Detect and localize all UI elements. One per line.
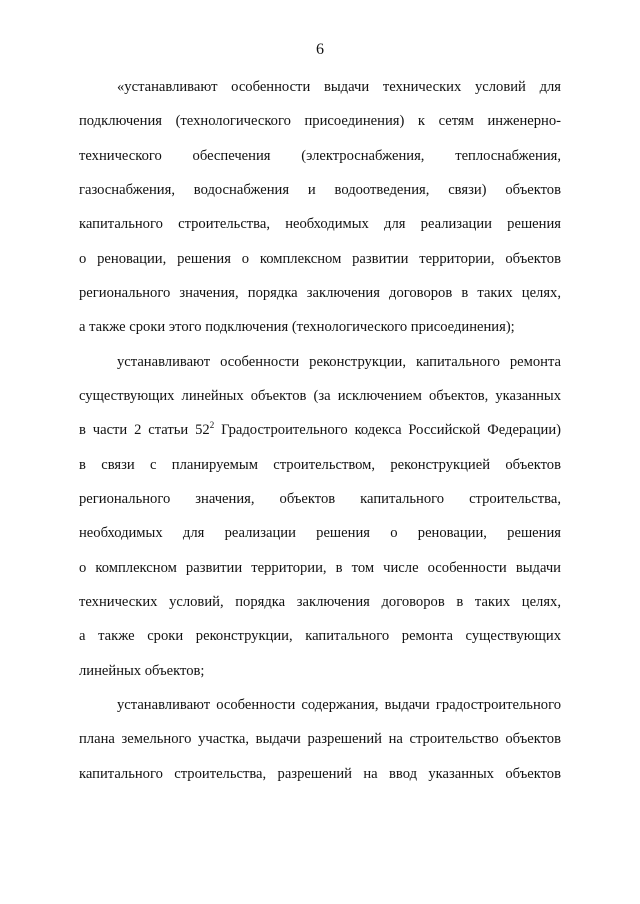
- text-segment: Градостроительного кодекса Российской Федерации): [214, 422, 561, 438]
- text-line: в связи с планируемым строительством, реконструкцией объектов: [79, 457, 561, 473]
- text-line: «устанавливают особенности выдачи технических условий для: [117, 79, 561, 95]
- text-line: а также сроки этого подключения (технологического присоединения);: [79, 319, 515, 335]
- text-line: существующих линейных объектов (за исключением объектов, указанных: [79, 388, 561, 404]
- text-line: [79, 420, 561, 440]
- text-line: плана земельного участка, выдачи разрешений на строительство объектов: [79, 731, 561, 747]
- text-line: о реновации, решения о комплексном развитии территории, объектов: [79, 251, 561, 267]
- text-line: необходимых для реализации решения о реновации, решения: [79, 525, 561, 541]
- text-line: подключения (технологического присоединения) к сетям инженерно-: [79, 113, 561, 129]
- text-line: капитального строительства, разрешений на ввод указанных объектов: [79, 766, 561, 782]
- text-line: линейных объектов;: [79, 663, 205, 679]
- text-segment: в части 2 статьи 52: [79, 422, 210, 438]
- text-line: газоснабжения, водоснабжения и водоотведения, связи) объектов: [79, 182, 561, 198]
- text-line: технического обеспечения (электроснабжения, теплоснабжения,: [79, 148, 561, 164]
- text-line: устанавливают особенности реконструкции, капитального ремонта: [117, 354, 561, 370]
- text-line: регионального значения, объектов капитального строительства,: [79, 491, 561, 507]
- text-line: регионального значения, порядка заключения договоров в таких целях,: [79, 285, 561, 301]
- text-line: технических условий, порядка заключения договоров в таких целях,: [79, 594, 561, 610]
- page-number: 6: [316, 41, 324, 58]
- text-line: капитального строительства, необходимых для реализации решения: [79, 216, 561, 232]
- text-line: а также сроки реконструкции, капитального ремонта существующих: [79, 628, 561, 644]
- text-line: устанавливают особенности содержания, выдачи градостроительного: [117, 697, 561, 713]
- superscript: 2: [209, 420, 215, 431]
- text-line: о комплексном развитии территории, в том числе особенности выдачи: [79, 560, 561, 576]
